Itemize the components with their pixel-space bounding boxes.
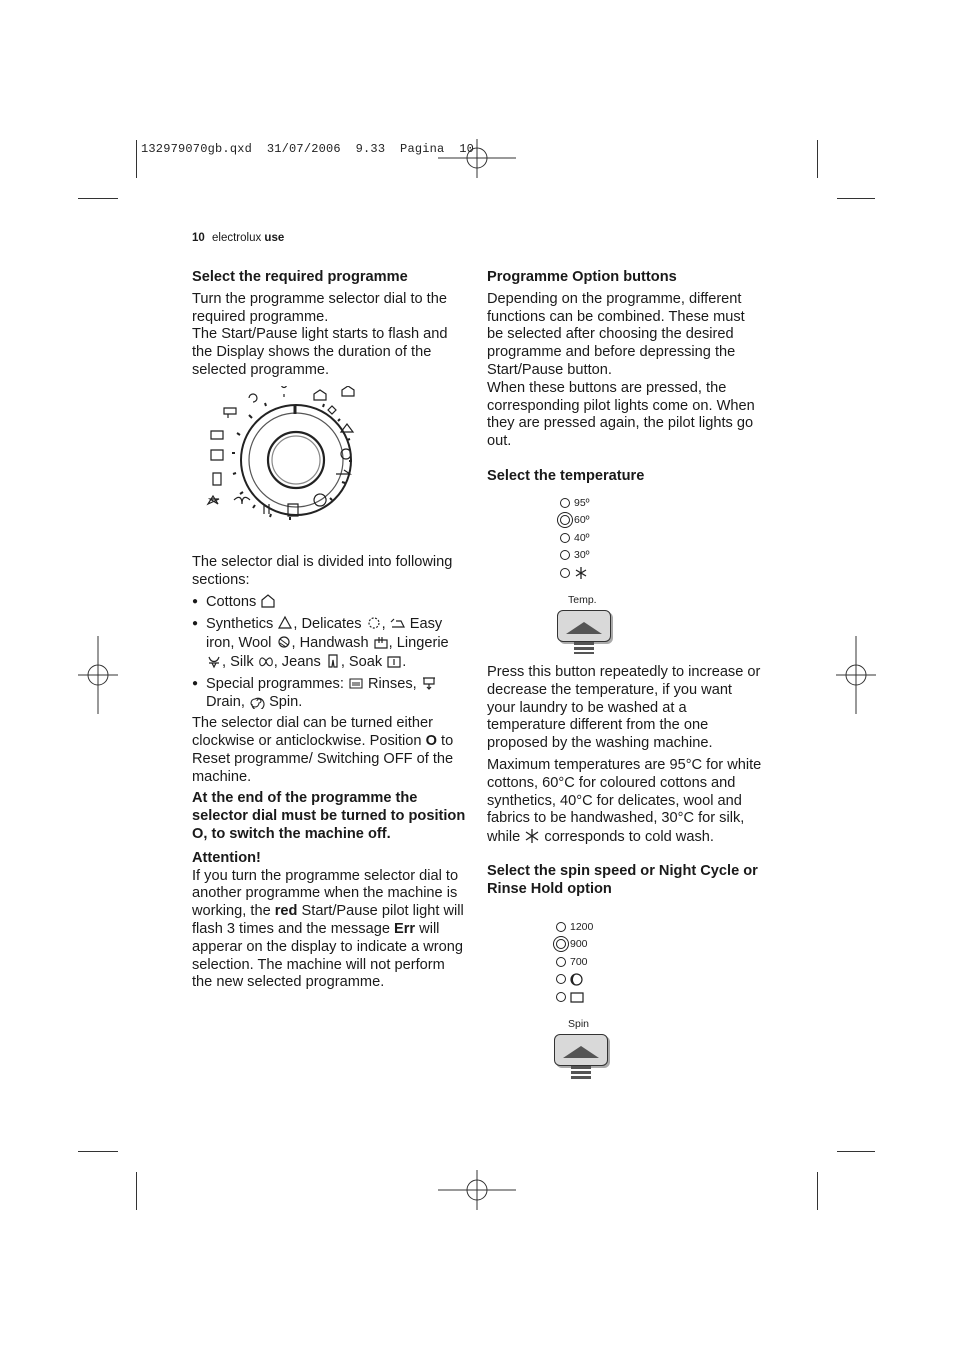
temp-row-cold bbox=[560, 564, 597, 582]
spin-icon bbox=[249, 693, 265, 709]
paragraph: Depending on the programme, different functions can be combined. These must be selected after choosing the desired programme and before depressing the Start/Pause button. bbox=[487, 290, 745, 378]
temp-row-60: 60º bbox=[560, 512, 597, 530]
soak-icon bbox=[386, 653, 402, 669]
pilot-light-on bbox=[560, 515, 570, 525]
heading-select-temperature: Select the temperature bbox=[487, 467, 645, 484]
silk-icon bbox=[258, 653, 274, 669]
paragraph-warning: At the end of the programme the selector dial must be turned to position O, to switch the machine off. bbox=[192, 790, 466, 842]
wool-icon bbox=[276, 634, 292, 650]
paragraph: Press this button repeatedly to increase or decrease the temperature, if you want your laundry to be washed at a temperature different from the one proposed by the washing machine. bbox=[487, 664, 761, 752]
easy-iron-icon bbox=[390, 615, 406, 631]
paragraph: Maximum temperatures are 95°C for white cottons, 60°C for coloured cottons and synthetics, 40°C for delicates, wool and fabrics to be handwashed, 30°C for silk, while corresponds to cold wash. bbox=[487, 756, 762, 846]
night-cycle-icon bbox=[570, 973, 583, 986]
paragraph: The selector dial is divided into following sections: bbox=[192, 553, 453, 588]
list-item: ● Synthetics , Delicates , Easy iron, Wool , Handwash , Lingerie , Silk , Jeans , Soak . bbox=[192, 615, 468, 671]
temperature-button[interactable] bbox=[557, 610, 611, 642]
section-name: use bbox=[264, 232, 285, 244]
paragraph: The Start/Pause light starts to flash and the Display shows the duration of the selected programme. bbox=[192, 326, 448, 378]
spin-row-night bbox=[556, 971, 593, 989]
right-column bbox=[487, 269, 763, 490]
temp-caption: Temp. bbox=[568, 593, 597, 606]
attention-heading: Attention! bbox=[192, 849, 261, 866]
heading-option-buttons: Programme Option buttons bbox=[487, 269, 677, 285]
rinses-icon bbox=[348, 675, 364, 691]
pilot-light bbox=[560, 498, 570, 508]
lingerie-icon bbox=[206, 653, 222, 669]
paragraph: If you turn the programme selector dial to another programme when the machine is working, the red Start/Pause pilot light will flash 3 times and the message Err will apperar on the display to indicate a wrong selection. The machine will not perform the new selected programme. bbox=[192, 867, 464, 991]
button-base-stripes bbox=[571, 1066, 591, 1080]
drain-icon bbox=[421, 675, 437, 691]
list-item: ● Special programmes: Rinses, Drain, Spin. bbox=[192, 675, 468, 713]
cold-wash-icon bbox=[574, 566, 588, 580]
cottons-icon bbox=[260, 593, 276, 609]
programme-dial-diagram bbox=[206, 386, 396, 546]
paragraph: When these buttons are pressed, the corresponding pilot lights come on. When they are pressed again, the pilot lights go out. bbox=[487, 379, 755, 450]
pilot-light bbox=[560, 533, 570, 543]
brand-name: electrolux bbox=[212, 232, 262, 244]
paragraph: Turn the programme selector dial to the required programme. bbox=[192, 290, 447, 325]
spin-row-700: 700 bbox=[556, 953, 593, 971]
pilot-light bbox=[556, 992, 566, 1002]
spin-row-rinse-hold bbox=[556, 988, 593, 1006]
arrow-up-icon bbox=[558, 611, 610, 641]
cold-wash-icon bbox=[524, 828, 540, 844]
jeans-icon bbox=[325, 653, 341, 669]
pilot-light bbox=[560, 550, 570, 560]
spin-row-900: 900 bbox=[556, 936, 593, 954]
running-header bbox=[192, 232, 284, 244]
file-slug: 132979070gb.qxd 31/07/2006 9.33 Pagina 10 bbox=[141, 142, 475, 156]
pilot-light bbox=[556, 957, 566, 967]
rinse-hold-icon bbox=[570, 991, 584, 1003]
delicates-icon bbox=[366, 615, 382, 631]
programme-sections-list bbox=[192, 593, 468, 712]
paragraph: The selector dial can be turned either clockwise or anticlockwise. Position O to Reset programme/ Switching OFF of the machine. bbox=[192, 715, 454, 785]
temp-row-30: 30º bbox=[560, 547, 597, 565]
spin-button[interactable] bbox=[554, 1034, 608, 1066]
arrow-up-icon bbox=[555, 1035, 607, 1065]
spin-caption: Spin bbox=[568, 1017, 590, 1030]
spin-row-1200: 1200 bbox=[556, 918, 593, 936]
heading-select-spin: Select the spin speed or Night Cycle or Rinse Hold option bbox=[487, 862, 758, 897]
temp-row-95: 95º bbox=[560, 494, 597, 512]
synthetics-icon bbox=[277, 615, 293, 631]
handwash-icon bbox=[373, 634, 389, 650]
right-column-lower bbox=[487, 664, 763, 903]
spin-panel bbox=[556, 918, 593, 1030]
left-column bbox=[192, 269, 468, 996]
list-item: ● Cottons bbox=[192, 593, 468, 612]
pilot-light bbox=[556, 974, 566, 984]
page-number: 10 bbox=[192, 232, 205, 244]
pilot-light bbox=[560, 568, 570, 578]
temp-row-40: 40º bbox=[560, 529, 597, 547]
pilot-light-on bbox=[556, 939, 566, 949]
temperature-panel bbox=[560, 494, 597, 606]
heading-select-programme: Select the required programme bbox=[192, 269, 408, 285]
pilot-light bbox=[556, 922, 566, 932]
button-base-stripes bbox=[574, 642, 594, 654]
